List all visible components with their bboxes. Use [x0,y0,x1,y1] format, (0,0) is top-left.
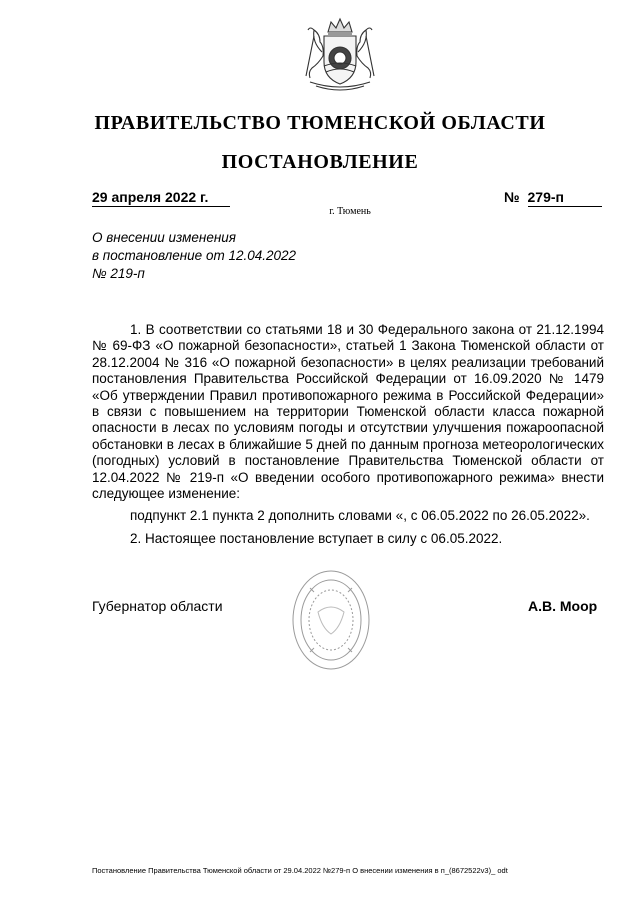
official-seal-icon [290,568,372,672]
signature-title: Губернатор области [92,598,223,614]
subject-line: в постановление от 12.04.2022 [92,248,297,263]
organization-title: ПРАВИТЕЛЬСТВО ТЮМЕНСКОЙ ОБЛАСТИ [94,112,546,134]
body-paragraph-2: подпункт 2.1 пункта 2 дополнить словами «, с 06.05.2022 по 26.05.2022». [130,508,590,524]
document-subject [92,229,352,283]
number-prefix: № [504,189,520,205]
body-paragraph-1: 1. В соответствии со статьями 18 и 30 Федерального закона от 21.12.1994 № 69-ФЗ «О пожарной безопасности», статьей 1 Закона Тюменской области от 28.12.2004 № 316 «О пожарной безопасности» в целях реализации требований постановления Правительства Российской Федерации от 16.09.2020 № 1479 «Об утверждении Правил противопожарного режима в Российской Федерации» в связи с повышением на территории Тюменской области класса пожарной опасности в лесах по условиям погоды и отсутствии улучшения пожароопасной обстановки в лесах в ближайшие 5 дней по данным прогноза метеорологических (погодных) условий в постановление Правительства Тюменской области от 12.04.2022 № 219-п «О введении особого противопожарного режима» внести следующее изменение: [92,322,604,502]
subject-line: О внесении изменения [92,230,237,245]
subject-line: № 219-п [92,266,145,281]
signature-name: А.В. Моор [528,598,598,614]
document-number-block [504,189,602,207]
document-footer: Постановление Правительства Тюменской области от 29.04.2022 №279-п О внесении изменения в п_(8672522v3)_ odt [92,866,508,875]
city-label: г. Тюмень [329,206,371,217]
document-date: 29 апреля 2022 г. [92,189,230,207]
coat-of-arms-icon [290,12,390,94]
document-body [92,322,604,547]
document-number: 279-п [528,189,602,207]
body-paragraph-3: 2. Настоящее постановление вступает в силу с 06.05.2022. [130,530,503,546]
document-type: ПОСТАНОВЛЕНИЕ [221,151,419,173]
